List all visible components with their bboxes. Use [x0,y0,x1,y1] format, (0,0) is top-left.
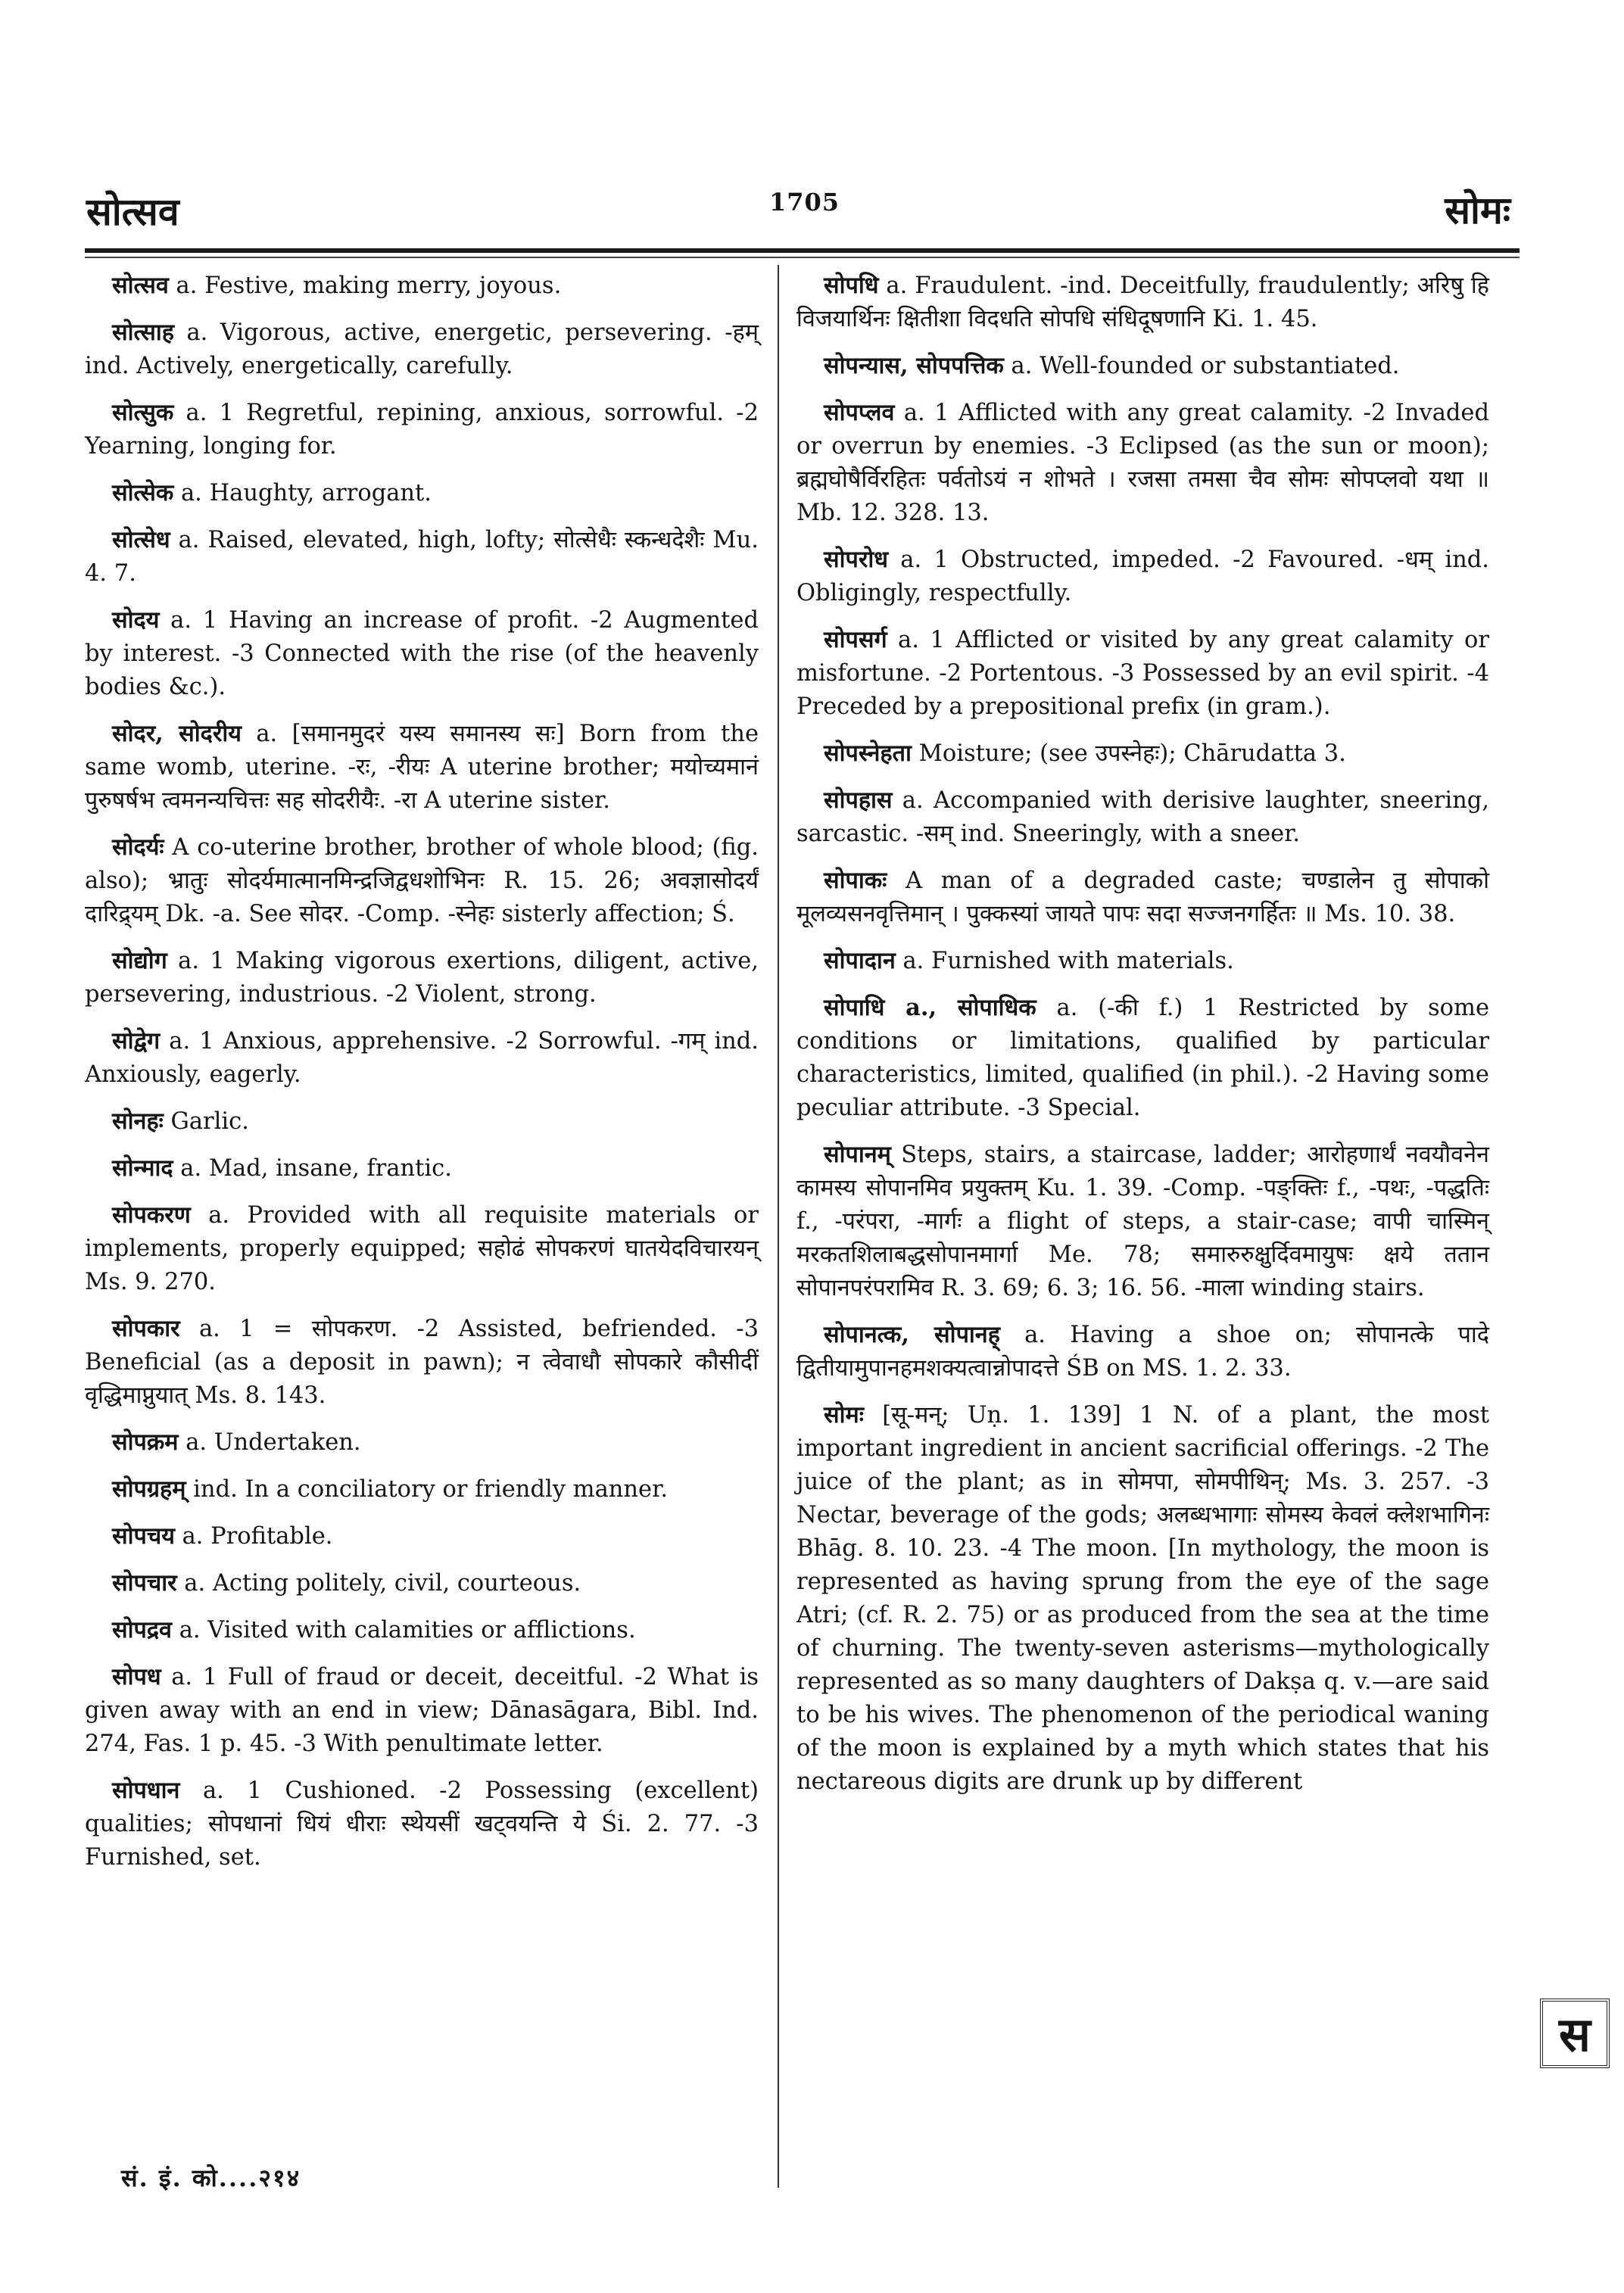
entry-headword: सोन्माद [112,1154,173,1182]
dictionary-entry [85,1425,759,1460]
dictionary-entry [796,944,1489,978]
dictionary-entry [85,1198,759,1299]
entry-headword: सोपानत्क, सोपानह् [824,1321,1000,1348]
entry-headword: सोमः [824,1401,864,1428]
entry-headword: सोपचार [112,1569,177,1597]
entry-headword: सोत्साह [112,319,174,346]
entry-definition: a. 1 Making vigorous exertions, diligent, active, persevering, industrious. -2 Violent, strong. [85,948,759,1008]
entry-definition: [सू-मन्; Uṇ. 1. 139] 1 N. of a plant, the most important ingredient in ancient sacrificial offerings. -2 The juice of the plant; as in सोमपा, सोमपीथिन्; Ms. 3. 257. -3 Nectar, beverage of the gods; अलब्धभागाः सोमस्य केवलं क्लेशभागिनः Bhāg. 8. 10. 23. -4 The moon. [In mythology, the moon is represented as having sprung from the eye of the sage Atri; (cf. R. 2. 75) or as produced from the sea at the time of churning. The twenty-seven asterisms—mythologically represented as so many daughters of Dakṣa q. v.—are said to be his wives. The phenomenon of the periodical waning of the moon is explained by a myth which states that his nectareous digits are drunk up by different [796,1402,1489,1795]
right-running-headword: सोमः [1445,188,1510,232]
right-column [796,269,1489,1812]
thumb-index-tab: स [1540,1999,1610,2068]
dictionary-entry [796,864,1489,931]
page-number: 1705 [768,188,840,217]
dictionary-entry [796,784,1489,851]
dictionary-entry [85,1660,759,1761]
entry-headword: सोपहास [824,787,893,814]
entry-definition: Moisture; (see उपस्नेहः); Chārudatta 3. [911,740,1346,767]
dictionary-entry [85,1519,759,1553]
entry-definition: a. Visited with calamities or afflictions. [172,1617,636,1643]
entry-definition: a. 1 Having an increase of profit. -2 Augmented by interest. -3 Connected with the rise (of the heavenly bodies &c.). [85,607,759,700]
dictionary-entry [796,269,1489,336]
entry-definition: a. Acting politely, civil, courteous. [176,1570,581,1597]
dictionary-entry [796,623,1489,724]
dictionary-entry [85,316,759,383]
entry-definition: a. 1 Afflicted or visited by any great calamity or misfortune. -2 Portentous. -3 Possessed by an evil spirit. -4 Preceded by a prepositional prefix (in gram.). [796,627,1489,720]
entry-definition: a. 1 Anxious, apprehensive. -2 Sorrowful. -गम् ind. Anxiously, eagerly. [85,1028,759,1088]
entry-headword: सोदर, सोदरीय [112,720,242,747]
header-rule-thin [85,257,1520,258]
header-rule-thick [85,248,1520,253]
dictionary-entry [85,1774,759,1874]
dictionary-entry [796,349,1489,383]
entry-headword: सोत्सेक [112,479,174,506]
entry-definition: a. Furnished with materials. [895,948,1234,974]
entry-headword: सोपकरण [112,1201,191,1229]
entry-headword: सोद्वेग [112,1027,161,1055]
entry-headword: सोपसर्ग [824,626,887,653]
dictionary-entry [85,717,759,818]
dictionary-entry [85,1024,759,1092]
entry-definition: a. Accompanied with derisive laughter, sneering, sarcastic. -सम् ind. Sneeringly, with a sneer. [796,787,1489,847]
entry-definition: a. Having a shoe on; सोपानत्के पादे द्वितीयामुपानहमशक्यत्वान्नोपादत्ते ŚB on MS. 1. 2. 33. [796,1322,1489,1382]
dictionary-entry [796,1398,1489,1799]
dictionary-entry [796,737,1489,771]
entry-definition: a. Fraudulent. -ind. Deceitfully, fraudulently; अरिषु हि विजयार्थिनः क्षितीशा विदधति सोपधि संधिदूषणानि Ki. 1. 45. [796,273,1489,332]
entry-headword: सोनहः [112,1108,164,1135]
entry-headword: सोपप्लव [824,399,895,426]
dictionary-entry [85,1312,759,1413]
entry-definition: ind. In a conciliatory or friendly manner. [185,1476,669,1503]
left-column [85,269,759,1887]
entry-definition: a. Haughty, arrogant. [173,480,432,506]
entry-headword: सोत्सेध [112,526,170,553]
dictionary-entry [796,1318,1489,1385]
entry-definition: A co-uterine brother, brother of whole blood; (fig. also); भ्रातुः सोदर्यमात्मानमिन्द्रजिद्वधशोभिनः R. 15. 26; अवज्ञासोदर्यं दारिद्र्यम् Dk. -a. See सोदर. -Comp. -स्नेहः sisterly affection; Ś. [85,834,759,927]
dictionary-entry [85,269,759,303]
entry-definition: a. (-की f.) 1 Restricted by some conditions or limitations, qualified by particular characteristics, limited, qualified (in phil.). -2 Having some peculiar attribute. -3 Special. [796,995,1489,1121]
entry-headword: सोपन्यास, सोपपत्तिक [824,352,1004,379]
dictionary-entry [85,1472,759,1506]
entry-definition: a. 1 Regretful, repining, anxious, sorrowful. -2 Yearning, longing for. [85,400,759,460]
dictionary-entry [796,1138,1489,1305]
entry-definition: a. Provided with all requisite materials or implements, properly equipped; सहोढं सोपकरणं घातयेदविचारयन् Ms. 9. 270. [85,1202,759,1295]
entry-definition: a. Raised, elevated, high, lofty; सोत्सेधैः स्कन्धदेशैः Mu. 4. 7. [85,527,759,587]
entry-definition: a. 1 Cushioned. -2 Possessing (excellent) qualities; सोपधानां धियं धीराः स्थेयसीं खट्वयन्ति ये Śi. 2. 77. -3 Furnished, set. [85,1777,759,1871]
dictionary-entry [85,1566,759,1600]
entry-definition: a. Mad, insane, frantic. [173,1155,452,1182]
entry-definition: A man of a degraded caste; चण्डालेन तु सोपाको मूलव्यसनवृत्तिमान् । पुक्कस्यां जायते पापः सदा सज्जनगर्हितः ॥ Ms. 10. 38. [796,868,1489,927]
entry-definition: a. Vigorous, active, energetic, persevering. -हम् ind. Actively, energetically, carefully. [85,319,759,379]
entry-definition: a. Well-founded or substantiated. [1003,353,1400,379]
entry-headword: सोत्सव [112,272,169,299]
dictionary-entry [796,991,1489,1125]
entry-headword: सोदर्यः [112,833,164,861]
left-running-headword: सोत्सव [86,189,179,234]
dictionary-entry [85,396,759,463]
printer-signature: सं. इं. को....२१४ [121,2164,301,2192]
entry-headword: सोपाधि a., सोपाधिक [824,994,1036,1021]
entry-definition: Garlic. [163,1108,249,1135]
entry-definition: a. Undertaken. [178,1429,361,1456]
entry-definition: a. Profitable. [174,1523,333,1550]
entry-headword: सोद्योग [112,947,167,974]
entry-headword: सोपादान [824,947,896,974]
dictionary-entry [85,603,759,704]
entry-definition: a. Festive, making merry, joyous. [168,273,562,299]
entry-headword: सोपध [112,1663,161,1690]
dictionary-entry [85,1613,759,1647]
dictionary-entry [796,543,1489,610]
entry-headword: सोपचय [112,1522,175,1550]
entry-headword: सोपक्रम [112,1428,179,1456]
entry-headword: सोत्सुक [112,399,174,426]
entry-headword: सोपधि [824,272,879,299]
dictionary-entry [85,1104,759,1139]
entry-headword: सोपद्रव [112,1616,172,1643]
entry-definition: a. 1 Afflicted with any great calamity. -2 Invaded or overrun by enemies. -3 Eclipsed (as the sun or moon); ब्रह्मघोषैर्विरहितः पर्वतोऽयं न शोभते । रजसा तमसा चैव सोमः सोपप्लवो यथा ॥ Mb. 12. 328. 13. [796,400,1489,526]
dictionary-entry [85,830,759,931]
entry-headword: सोपधान [112,1777,180,1804]
dictionary-entry [796,396,1489,530]
entry-headword: सोपानम् [824,1141,891,1168]
entry-headword: सोपकार [112,1315,180,1342]
column-divider [778,265,779,2188]
entry-headword: सोपस्नेहता [824,740,912,767]
entry-definition: a. 1 Obstructed, impeded. -2 Favoured. -धम् ind. Obligingly, respectfully. [796,547,1489,606]
entry-headword: सोदय [112,606,160,634]
dictionary-entry [85,1151,759,1185]
entry-headword: सोपाकः [824,867,887,894]
dictionary-entry [85,476,759,510]
entry-definition: a. 1 = सोपकरण. -2 Assisted, befriended. -3 Beneficial (as a deposit in pawn); न त्वेवाधौ सोपकारे कौसीदीं वृद्धिमाप्नुयात् Ms. 8. 143. [85,1316,759,1409]
dictionary-entry [85,944,759,1011]
entry-headword: सोपरोध [824,546,888,573]
page-header [83,182,1526,242]
entry-headword: सोपग्रहम् [112,1475,186,1503]
dictionary-entry [85,523,759,590]
entry-definition: a. [समानमुदरं यस्य समानस्य सः] Born from the same womb, uterine. -रः, -रीयः A uterine brother; मयोच्यमानं पुरुषर्षभ त्वमनन्यचित्तः सह सोदरीयैः. -रा A uterine sister. [85,721,759,814]
entry-definition: Steps, stairs, a staircase, ladder; आरोहणार्थं नवयौवनेन कामस्य सोपानमिव प्रयुक्तम् Ku. 1. 39. -Comp. -पङ्क्तिः f., -पथः, -पद्धतिः f., -परंपरा, -मार्गः a flight of steps, a stair-case; वापी चास्मिन् मरकतशिलाबद्धसोपानमार्गा Me. 78; समारुरुक्षुर्दिवमायुषः क्षये ततान सोपानपरंपरामिव R. 3. 69; 6. 3; 16. 56. -माला winding stairs. [796,1142,1489,1301]
entry-definition: a. 1 Full of fraud or deceit, deceitful. -2 What is given away with an end in view; Dānasāgara, Bibl. Ind. 274, Fas. 1 p. 45. -3 With penultimate letter. [85,1664,759,1757]
